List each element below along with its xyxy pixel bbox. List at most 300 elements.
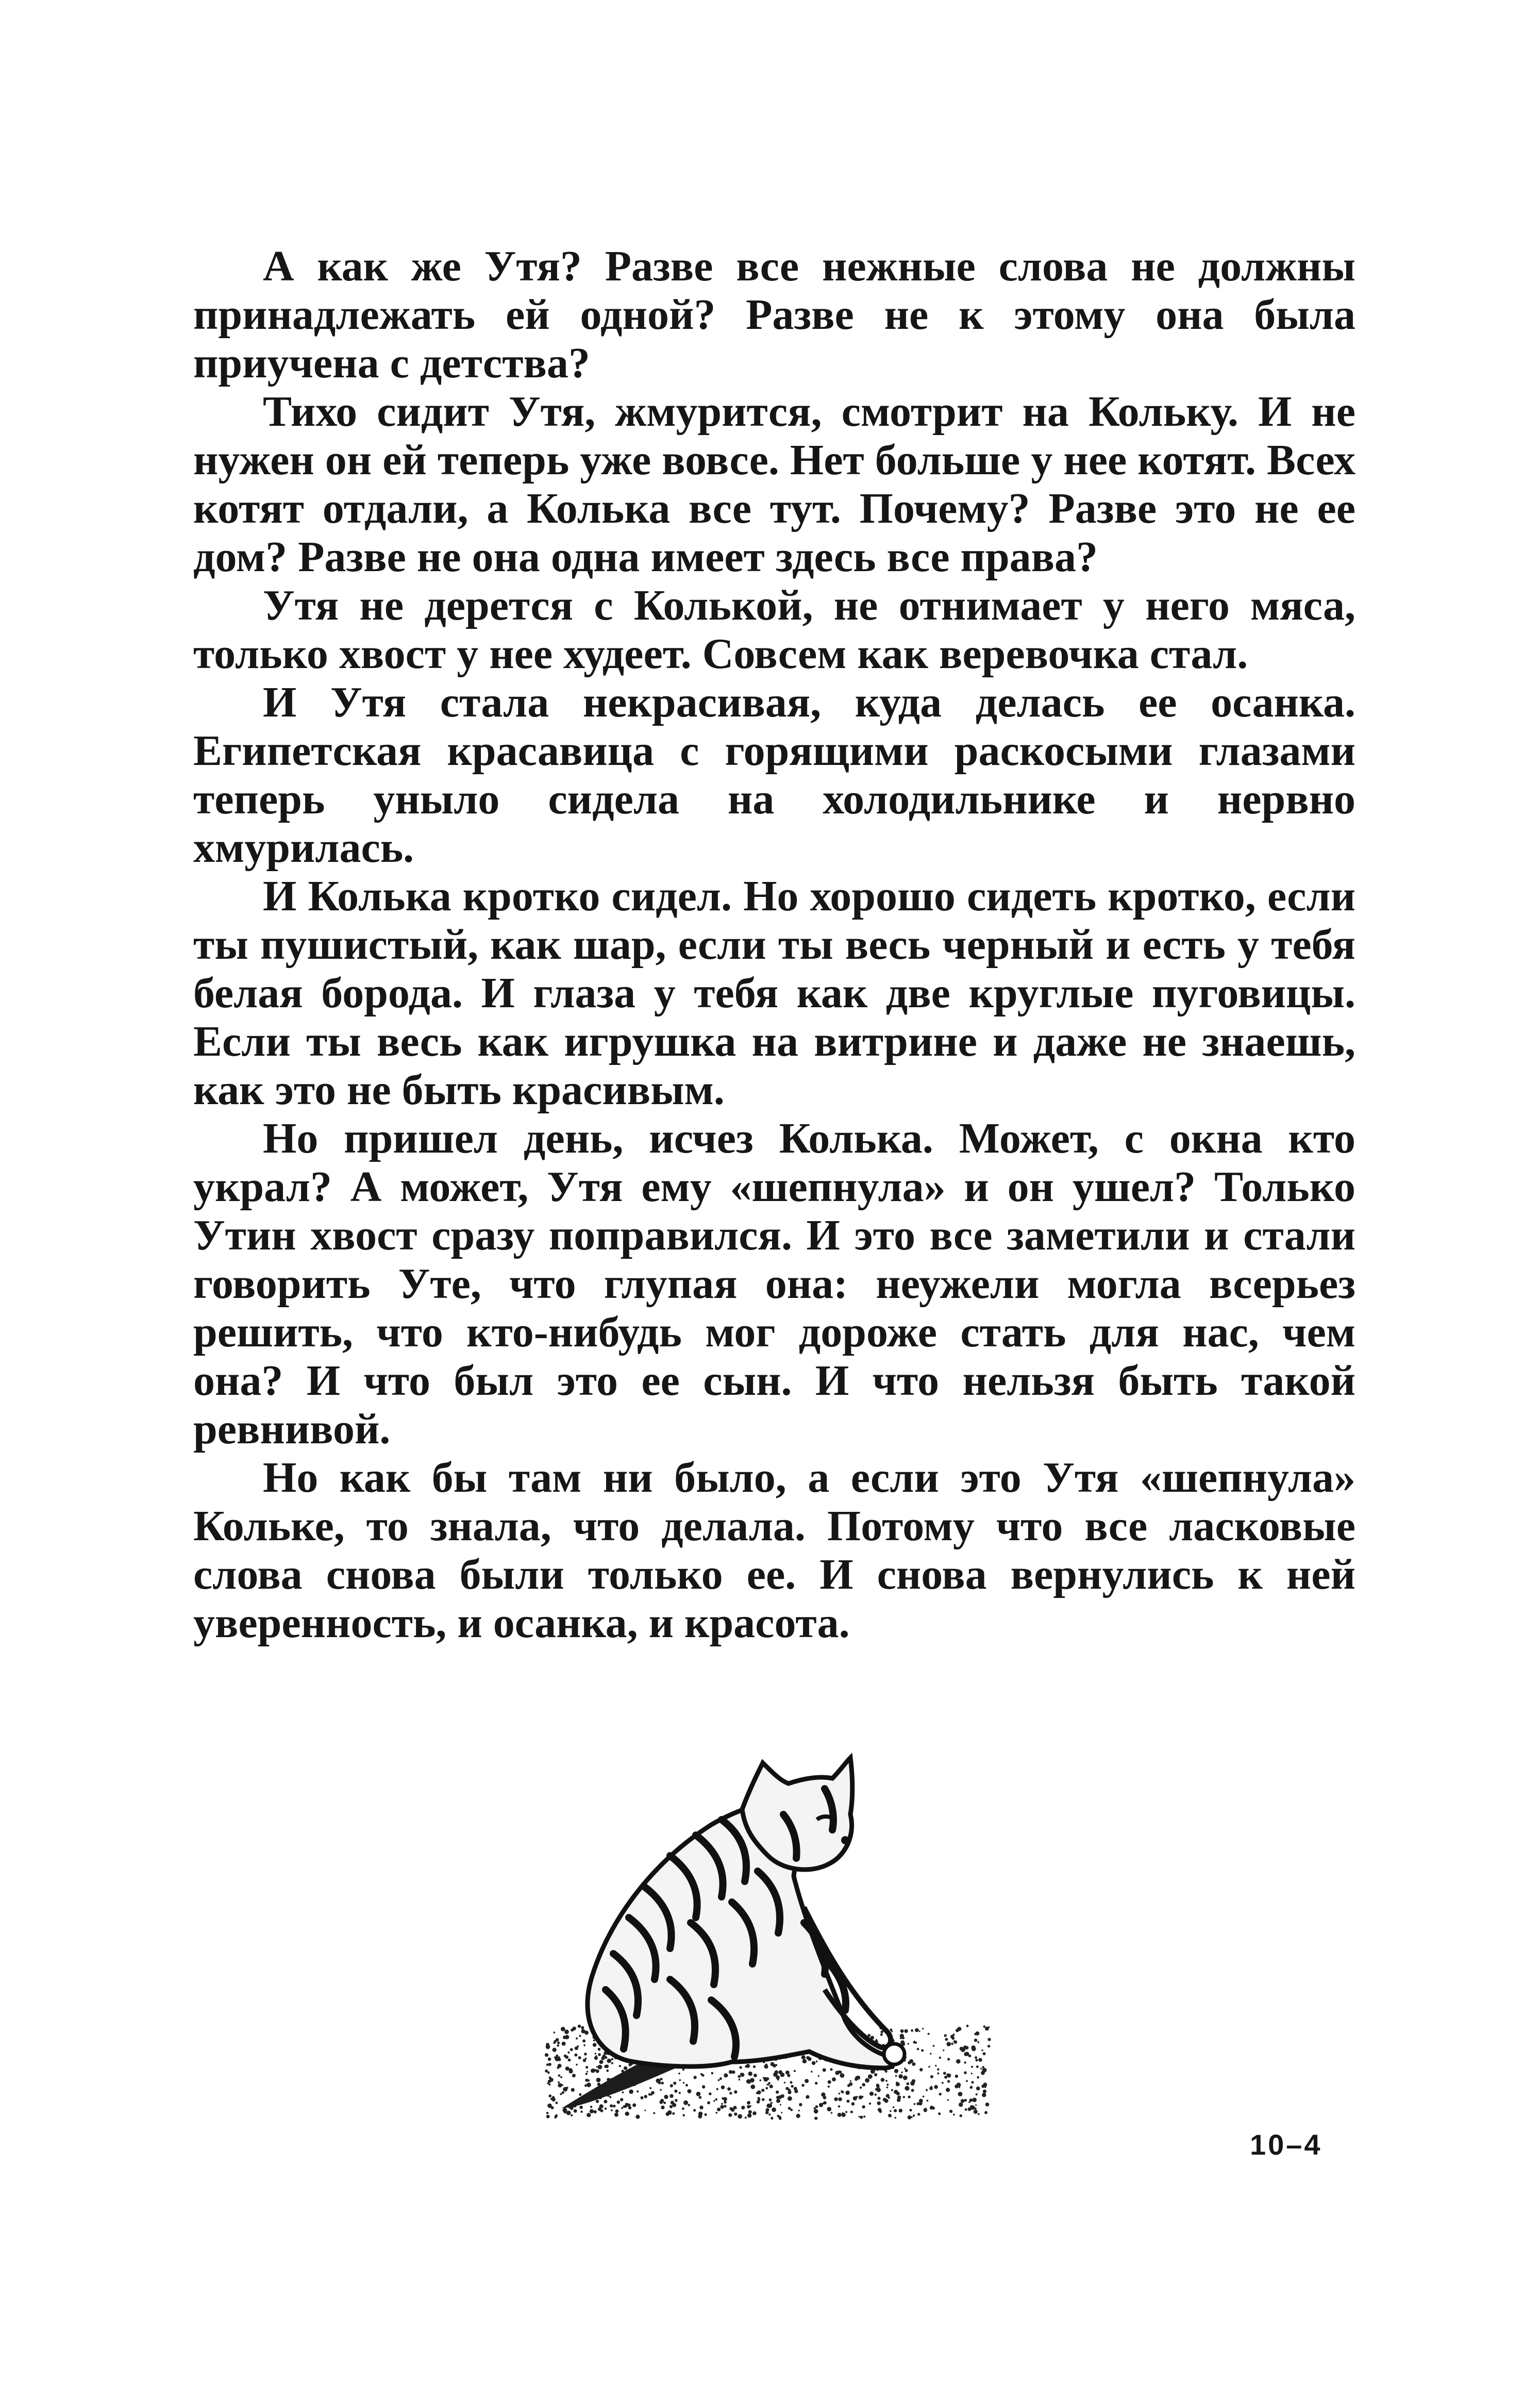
ground-speckle <box>827 2107 832 2111</box>
ground-speckle <box>567 2052 570 2054</box>
ground-speckle <box>880 2030 883 2033</box>
ground-speckle <box>576 2038 578 2040</box>
ground-speckle <box>548 2094 551 2097</box>
ground-speckle <box>953 2114 955 2116</box>
ground-speckle <box>930 2053 931 2055</box>
ground-speckle <box>814 2107 816 2109</box>
ground-speckle <box>865 2078 869 2083</box>
ground-speckle <box>572 2074 576 2077</box>
ground-speckle <box>908 2095 910 2098</box>
ground-speckle <box>750 2085 755 2089</box>
ground-speckle <box>961 2099 965 2103</box>
ground-speckle <box>745 2116 747 2119</box>
ground-speckle <box>801 2084 805 2087</box>
ground-speckle <box>762 2098 765 2101</box>
ground-speckle <box>564 2111 566 2113</box>
ground-speckle <box>585 2073 588 2075</box>
ground-speckle <box>775 2064 777 2066</box>
ground-speckle <box>607 2059 611 2063</box>
ground-speckle <box>878 2097 881 2100</box>
ground-speckle <box>976 2093 978 2095</box>
ground-speckle <box>682 2069 684 2071</box>
ground-speckle <box>614 2113 618 2117</box>
ground-speckle <box>960 2114 962 2117</box>
ground-speckle <box>776 2096 779 2099</box>
ground-speckle <box>593 2040 595 2042</box>
ground-speckle <box>875 2094 877 2096</box>
ground-speckle <box>557 2044 559 2047</box>
ground-speckle <box>947 2099 949 2101</box>
ground-speckle <box>768 2082 771 2084</box>
ground-speckle <box>663 2102 666 2104</box>
ground-speckle <box>574 2054 577 2057</box>
ground-speckle <box>632 2103 636 2107</box>
ground-speckle <box>983 2025 986 2028</box>
ground-speckle <box>587 2113 591 2117</box>
ground-speckle <box>888 2097 890 2099</box>
ground-speckle <box>563 2036 566 2039</box>
ground-speckle <box>579 2035 581 2037</box>
ball <box>884 2044 905 2064</box>
ground-speckle <box>683 2082 684 2084</box>
ground-speckle <box>546 2112 549 2114</box>
ground-speckle <box>739 2066 742 2069</box>
ground-speckle <box>666 2112 669 2116</box>
ground-speckle <box>869 2103 871 2105</box>
ground-speckle <box>738 2114 742 2119</box>
ground-speckle <box>924 2108 927 2111</box>
ground-speckle <box>978 2113 980 2115</box>
ground-speckle <box>790 2081 793 2084</box>
paragraph-1: А как же Утя? Разве все нежные слова не должны принадлежать ей одной? Разве не к этому она была приучена с детства? <box>193 242 1355 387</box>
ground-speckle <box>823 2068 826 2072</box>
ground-speckle <box>918 2102 922 2105</box>
ground-speckle <box>858 2116 860 2118</box>
ground-speckle <box>884 2099 889 2103</box>
ground-speckle <box>596 2070 599 2073</box>
ground-speckle <box>838 2097 842 2102</box>
ground-speckle <box>939 2057 941 2059</box>
ground-speckle <box>550 2098 553 2100</box>
ground-speckle <box>766 2084 768 2086</box>
paragraph-6: Но пришел день, исчез Колька. Может, с окна кто украл? А может, Утя ему «шепнула» и он ушел? Только Утин хвост сразу поправился. И это все заметили и стали говорить Уте, что глупая она: неужели могла всерьез решить, что кто-нибудь мог дороже стать для нас, чем она? И что был это ее сын. И что нельзя быть такой ревнивой. <box>193 1114 1355 1453</box>
ground-speckle <box>739 2079 741 2081</box>
ground-speckle <box>939 2093 942 2095</box>
ground-speckle <box>752 2112 755 2115</box>
ground-speckle <box>653 2112 655 2114</box>
ground-speckle <box>585 2066 588 2069</box>
ground-speckle <box>881 2078 885 2082</box>
ground-speckle <box>757 2090 761 2094</box>
ground-speckle <box>964 2071 967 2074</box>
ground-speckle <box>591 2069 595 2073</box>
ground-speckle <box>766 2077 769 2080</box>
ground-speckle <box>735 2108 736 2109</box>
ground-speckle <box>579 2093 581 2096</box>
ground-speckle <box>938 2112 941 2115</box>
ground-speckle <box>696 2092 701 2096</box>
ground-speckle <box>624 2066 627 2070</box>
ground-speckle <box>919 2030 920 2032</box>
ground-speckle <box>611 2109 613 2111</box>
ground-speckle <box>877 2088 881 2092</box>
ground-speckle <box>861 2096 864 2098</box>
ground-speckle <box>780 2104 781 2106</box>
ground-speckle <box>823 2101 827 2105</box>
ground-speckle <box>669 2105 673 2108</box>
ground-speckle <box>961 2048 965 2052</box>
ground-speckle <box>778 2070 782 2074</box>
ground-speckle <box>791 2085 794 2088</box>
ground-speckle <box>944 2034 947 2037</box>
ground-speckle <box>584 2053 587 2056</box>
ground-speckle <box>644 2110 646 2111</box>
ground-speckle <box>705 2113 707 2116</box>
ground-speckle <box>719 2077 722 2080</box>
striped-cat-icon <box>515 1753 1010 2124</box>
ground-speckle <box>813 2063 814 2064</box>
ground-speckle <box>898 2074 902 2078</box>
ground-speckle <box>678 2073 680 2075</box>
ground-speckle <box>974 2039 977 2042</box>
ground-speckle <box>777 2079 779 2081</box>
ground-speckle <box>729 2092 732 2094</box>
ground-speckle <box>842 2112 844 2114</box>
ground-speckle <box>790 2109 793 2111</box>
ground-speckle <box>563 2087 567 2092</box>
ground-speckle <box>895 2075 897 2077</box>
ground-speckle <box>909 2109 912 2111</box>
ground-speckle <box>596 2078 601 2082</box>
ground-speckle <box>578 2056 581 2059</box>
ground-speckle <box>841 2091 844 2094</box>
ground-speckle <box>955 2085 959 2089</box>
ground-speckle <box>611 2058 614 2061</box>
ground-speckle <box>906 2087 909 2090</box>
ground-speckle <box>959 2103 963 2107</box>
ground-speckle <box>834 2097 838 2101</box>
ground-speckle <box>761 2089 764 2092</box>
ground-speckle <box>806 2096 808 2099</box>
ground-speckle <box>605 2108 607 2110</box>
ground-speckle <box>628 2106 631 2109</box>
ground-speckle <box>928 2033 930 2035</box>
ground-speckle <box>871 2070 873 2072</box>
ground-speckle <box>929 2087 933 2090</box>
ground-speckle <box>656 2078 661 2083</box>
ground-speckle <box>981 2071 985 2075</box>
ground-speckle <box>944 2076 947 2079</box>
ground-speckle <box>975 2059 978 2061</box>
ground-speckle <box>768 2113 771 2115</box>
ground-speckle <box>587 2082 591 2087</box>
ground-speckle <box>972 2081 974 2084</box>
ground-speckle <box>672 2112 675 2115</box>
ground-speckle <box>915 2042 917 2044</box>
ground-speckle <box>891 2089 893 2091</box>
ground-speckle <box>580 2111 582 2113</box>
ground-speckle <box>815 2105 818 2108</box>
ground-speckle <box>937 2069 939 2071</box>
ground-speckle <box>640 2096 643 2099</box>
ground-speckle <box>794 2070 796 2072</box>
ground-speckle <box>805 2079 809 2083</box>
ground-speckle <box>917 2048 919 2051</box>
ground-speckle <box>644 2095 647 2098</box>
ground-speckle <box>869 2092 874 2096</box>
ground-speckle <box>928 2066 930 2068</box>
ground-speckle <box>965 2108 967 2111</box>
ground-speckle <box>609 2096 611 2098</box>
ground-speckle <box>557 2041 560 2044</box>
ground-speckle <box>787 2074 790 2077</box>
ground-speckle <box>546 2063 549 2066</box>
ground-speckle <box>893 2106 895 2108</box>
ground-speckle <box>937 2073 939 2075</box>
ground-speckle <box>951 2043 953 2045</box>
ground-speckle <box>693 2076 696 2079</box>
ground-speckle <box>868 2074 873 2079</box>
ground-speckle <box>619 2065 621 2067</box>
ground-speckle <box>715 2098 717 2101</box>
ground-speckle <box>779 2117 782 2120</box>
ground-speckle <box>741 2073 745 2077</box>
ground-speckle <box>558 2083 562 2087</box>
ground-speckle <box>571 2028 574 2031</box>
ground-speckle <box>558 2074 561 2077</box>
paragraph-7: Но как бы там ни было, а если это Утя «шепнула» Кольке, то знала, что делала. Потому что все ласковые слова снова были только ее. И снова вернулись к ней уверенность, и осанка, и красота. <box>193 1454 1355 1647</box>
ground-speckle <box>545 2053 548 2057</box>
ground-speckle <box>970 2105 975 2110</box>
ground-speckle <box>584 2085 587 2087</box>
ground-speckle <box>839 2093 841 2095</box>
ground-speckle <box>587 2071 588 2073</box>
ground-speckle <box>600 2109 604 2112</box>
ground-speckle <box>590 2109 594 2113</box>
ground-speckle <box>835 2071 839 2075</box>
ground-speckle <box>649 2087 651 2089</box>
ground-speckle <box>894 2109 897 2112</box>
ground-speckle <box>896 2092 900 2095</box>
ground-speckle <box>590 2106 592 2108</box>
ground-speckle <box>555 2114 558 2118</box>
ground-speckle <box>674 2090 677 2093</box>
ground-speckle <box>910 2081 915 2086</box>
paragraph-2: Тихо сидит Утя, жмурится, смотрит на Кольку. И не нужен он ей теперь уже вовсе. Нет больше у нее котят. Всех котят отдали, а Колька все тут. Почему? Разве это не ее дом? Разве не она одна имеет здесь все права? <box>193 388 1355 581</box>
ground-speckle <box>943 2072 946 2075</box>
ground-speckle <box>721 2086 725 2089</box>
ground-speckle <box>906 2082 909 2086</box>
ground-speckle <box>956 2059 961 2064</box>
ground-speckle <box>814 2116 817 2120</box>
ground-speckle <box>968 2101 970 2103</box>
ground-speckle <box>604 2100 607 2104</box>
ground-speckle <box>724 2073 728 2077</box>
ground-speckle <box>566 2111 571 2115</box>
ground-speckle <box>885 2080 888 2082</box>
ground-speckle <box>583 2059 586 2062</box>
ground-speckle <box>922 2028 924 2029</box>
ground-speckle <box>611 2062 613 2064</box>
ground-speckle <box>890 2028 893 2031</box>
ground-speckle <box>921 2049 924 2052</box>
ground-speckle <box>688 2089 692 2093</box>
ground-speckle <box>862 2083 865 2086</box>
ground-speckle <box>911 2029 913 2032</box>
ground-speckle <box>908 2061 911 2064</box>
ground-speckle <box>860 2115 863 2119</box>
ground-speckle <box>651 2091 655 2095</box>
ground-speckle <box>983 2090 986 2093</box>
ground-speckle <box>847 2084 850 2087</box>
ground-speckle <box>576 2064 578 2066</box>
ground-speckle <box>947 2058 950 2060</box>
ground-speckle <box>605 2064 609 2068</box>
ground-speckle <box>908 2043 909 2044</box>
ground-speckle <box>900 2029 904 2033</box>
ground-speckle <box>932 2107 935 2110</box>
ground-speckle <box>828 2080 831 2084</box>
ground-speckle <box>679 2092 681 2094</box>
ground-speckle <box>851 2102 855 2106</box>
ground-speckle <box>985 2027 989 2031</box>
ground-speckle <box>622 2091 624 2093</box>
ground-speckle <box>648 2093 651 2096</box>
ground-speckle <box>617 2101 620 2104</box>
ground-speckle <box>598 2048 601 2051</box>
ground-speckle <box>935 2065 936 2066</box>
ground-speckle <box>562 2042 566 2046</box>
ground-speckle <box>832 2077 836 2081</box>
ground-speckle <box>964 2099 967 2102</box>
ground-speckle <box>688 2104 690 2107</box>
ground-speckle <box>949 2110 952 2113</box>
ground-speckle <box>610 2104 613 2107</box>
ground-speckle <box>930 2075 933 2078</box>
ground-speckle <box>775 2070 778 2074</box>
ground-speckle <box>899 2109 902 2112</box>
ground-speckle <box>788 2091 791 2094</box>
ground-speckle <box>799 2103 802 2106</box>
ground-speckle <box>802 2059 807 2063</box>
ground-speckle <box>855 2077 858 2081</box>
ground-speckle <box>713 2100 715 2102</box>
ground-speckle <box>758 2097 760 2099</box>
ground-speckle <box>709 2092 712 2095</box>
ground-speckle <box>919 2068 923 2072</box>
ground-speckle <box>596 2100 599 2103</box>
ground-speckle <box>558 2081 560 2084</box>
ground-speckle <box>945 2038 948 2041</box>
ground-speckle <box>798 2110 800 2111</box>
ground-speckle <box>966 2080 968 2082</box>
ground-speckle <box>912 2063 914 2065</box>
ground-speckle <box>555 2057 559 2061</box>
ground-speckle <box>943 2049 944 2051</box>
ground-speckle <box>570 2072 572 2074</box>
ground-speckle <box>959 2087 960 2088</box>
ground-speckle <box>741 2106 745 2109</box>
ground-speckle <box>579 2106 583 2109</box>
ground-speckle <box>724 2105 726 2107</box>
ground-speckle <box>754 2074 757 2077</box>
ground-speckle <box>808 2057 812 2061</box>
ground-speckle <box>956 2029 959 2032</box>
ground-speckle <box>557 2066 559 2069</box>
ground-speckle <box>771 2117 773 2120</box>
ground-speckle <box>670 2084 673 2087</box>
ground-speckle <box>574 2109 577 2113</box>
ground-speckle <box>908 2115 912 2120</box>
ground-speckle <box>702 2085 705 2088</box>
ground-speckle <box>594 2110 597 2113</box>
ground-speckle <box>613 2105 616 2108</box>
paragraph-3: Утя не дерется с Колькой, не отнимает у него мяса, только хвост у нее худеет. Совсем как веревочка стал. <box>193 581 1355 678</box>
story-text <box>193 242 1355 1647</box>
ground-speckle <box>546 2115 550 2119</box>
ground-speckle <box>716 2088 718 2090</box>
ground-speckle <box>724 2101 727 2104</box>
ground-speckle <box>570 2048 573 2051</box>
ground-speckle <box>913 2114 915 2116</box>
ground-speckle <box>983 2052 986 2055</box>
ground-speckle <box>584 2030 589 2035</box>
ground-speckle <box>593 2043 597 2047</box>
ground-speckle <box>731 2108 734 2112</box>
ground-speckle <box>942 2082 944 2084</box>
ground-speckle <box>583 2044 585 2046</box>
ground-speckle <box>975 2056 977 2059</box>
ground-speckle <box>720 2105 724 2109</box>
paragraph-4: И Утя стала некрасивая, куда делась ее осанка. Египетская красавица с горящими раскосыми глазами теперь уныло сидела на холодильнике и нервно хмурилась. <box>193 678 1355 872</box>
ground-speckle <box>749 2082 751 2084</box>
ground-speckle <box>760 2079 762 2081</box>
ground-speckle <box>971 2066 973 2068</box>
ground-speckle <box>974 2110 978 2114</box>
ground-speckle <box>548 2080 551 2084</box>
ground-speckle <box>977 2041 979 2043</box>
ground-speckle <box>850 2111 853 2113</box>
ground-speckle <box>904 2068 906 2069</box>
ground-speckle <box>753 2065 756 2068</box>
ground-speckle <box>846 2099 849 2103</box>
ground-speckle <box>897 2098 900 2102</box>
ground-speckle <box>970 2086 973 2089</box>
ground-speckle <box>830 2068 832 2071</box>
ground-speckle <box>571 2114 573 2116</box>
ground-speckle <box>718 2079 720 2081</box>
ground-speckle <box>547 2071 550 2074</box>
ground-speckle <box>886 2087 889 2089</box>
ground-speckle <box>672 2103 676 2107</box>
ground-speckle <box>853 2096 857 2101</box>
ground-speckle <box>976 2087 980 2091</box>
ground-speckle <box>660 2089 662 2091</box>
ground-speckle <box>933 2045 935 2047</box>
ground-speckle <box>838 2113 842 2117</box>
ground-speckle <box>723 2097 727 2101</box>
ground-speckle <box>571 2088 575 2092</box>
ground-speckle <box>985 2103 990 2107</box>
ground-speckle <box>585 2079 588 2082</box>
ground-speckle <box>878 2108 881 2111</box>
ground-speckle <box>625 2112 629 2116</box>
ground-speckle <box>738 2075 741 2078</box>
ground-speckle <box>860 2087 862 2089</box>
ground-speckle <box>811 2071 813 2073</box>
ground-speckle <box>911 2089 914 2092</box>
ground-speckle <box>946 2088 950 2092</box>
